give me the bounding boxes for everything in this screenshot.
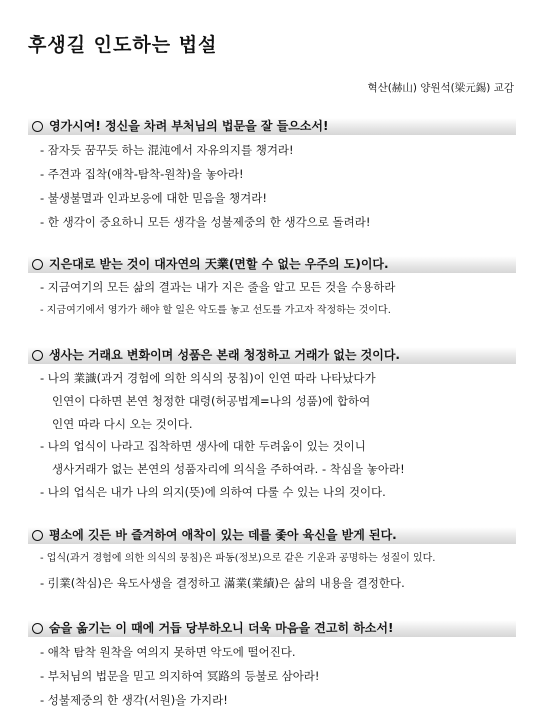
section-line: 인연이 다하면 본연 청정한 대령(허공법계=나의 성품)에 합하여 bbox=[52, 394, 371, 408]
section-line: - 불생불멸과 인과보응에 대한 믿음을 챙겨라! bbox=[40, 191, 267, 205]
author-credit: 혁산(赫山) 양원석(梁元錫) 교감 bbox=[367, 82, 514, 94]
circle-bullet-icon bbox=[32, 530, 43, 541]
section-heading-text: 지은대로 받는 것이 대자연의 天業(면할 수 없는 우주의 도)이다. bbox=[49, 257, 389, 271]
circle-bullet-icon bbox=[32, 350, 43, 361]
section-line: - 나의 業識(과거 경험에 의한 의식의 뭉침)이 인연 따라 나타났다가 bbox=[40, 371, 376, 385]
section-line: 생사거래가 없는 본연의 성품자리에 의식을 주하여라. - 착심을 놓아라! bbox=[52, 462, 405, 476]
section-line: - 잠자듯 꿈꾸듯 하는 混沌에서 자유의지를 챙겨라! bbox=[40, 143, 294, 157]
section-heading bbox=[28, 118, 516, 135]
section-heading bbox=[28, 527, 516, 544]
section-heading-text: 숨을 옮기는 이 때에 거듭 당부하오니 더욱 마음을 견고히 하소서! bbox=[49, 621, 394, 635]
section-line: - 引業(착심)은 육도사생을 결정하고 滿業(業績)은 삶의 내용을 결정한다. bbox=[40, 576, 405, 590]
section-line: - 성불제중의 한 생각(서원)을 가지라! bbox=[40, 693, 228, 707]
section-line: - 나의 업식은 내가 나의 의지(뜻)에 의하여 다룰 수 있는 나의 것이다. bbox=[40, 485, 386, 499]
circle-bullet-icon bbox=[32, 623, 43, 634]
section-heading-text: 영가시여! 정신을 차려 부처님의 법문을 잘 들으소서! bbox=[49, 119, 329, 133]
section-line: - 나의 업식이 나라고 집착하면 생사에 대한 두려움이 있는 것이니 bbox=[40, 439, 366, 453]
section-line: - 주견과 집착(애착-탐착-원착)을 놓아라! bbox=[40, 167, 244, 181]
section-line: - 한 생각이 중요하니 모든 생각을 성불제중의 한 생각으로 돌려라! bbox=[40, 215, 371, 229]
section-line: - 지금여기의 모든 삶의 결과는 내가 지은 줄을 알고 모든 것을 수용하라 bbox=[40, 280, 396, 294]
section-heading bbox=[28, 620, 516, 637]
page-title: 후생길 인도하는 법설 bbox=[28, 34, 218, 56]
section-heading bbox=[28, 256, 516, 273]
section-heading-text: 생사는 거래요 변화이며 성품은 본래 청정하고 거래가 없는 것이다. bbox=[49, 348, 400, 362]
section-line: - 업식(과거 경험에 의한 의식의 뭉침)은 파동(정보)으로 같은 기운과 공명하는 성질이 있다. bbox=[40, 553, 436, 564]
section-heading bbox=[28, 347, 516, 364]
circle-bullet-icon bbox=[32, 259, 43, 270]
section-line: - 애착 탐착 원착을 여의지 못하면 악도에 떨어진다. bbox=[40, 645, 296, 659]
section-line: - 지금여기에서 영가가 해야 할 일은 악도를 놓고 선도를 가고자 작정하는 것이다. bbox=[40, 305, 391, 316]
section-heading-text: 평소에 깃든 바 즐겨하여 애착이 있는 데를 좇아 육신을 받게 된다. bbox=[49, 528, 397, 542]
circle-bullet-icon bbox=[32, 121, 43, 132]
section-line: - 부처님의 법문을 믿고 의지하여 冥路의 등불로 삼아라! bbox=[40, 669, 320, 683]
section-line: 인연 따라 다시 오는 것이다. bbox=[52, 417, 193, 431]
